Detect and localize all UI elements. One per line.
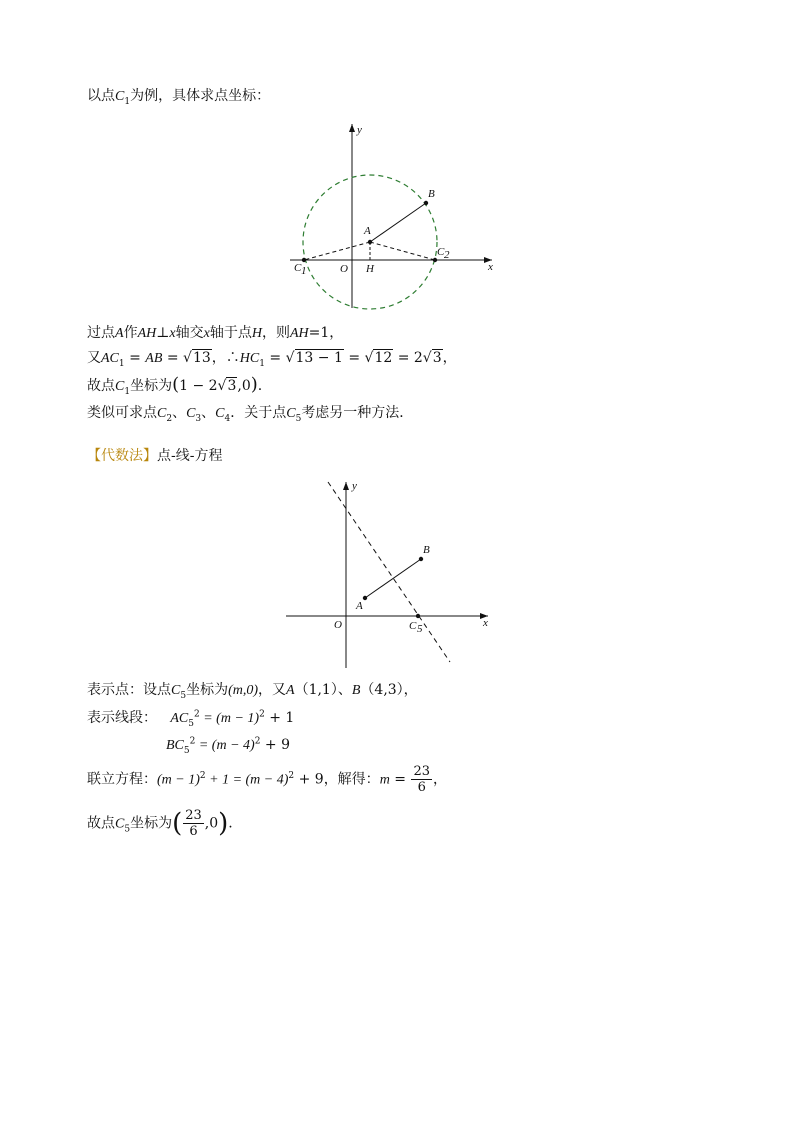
alg-l1-c: ，又 xyxy=(258,682,287,698)
geom-l4-s4: 4 xyxy=(224,413,231,424)
alg-line-3 xyxy=(166,735,290,756)
fig2-label-y: y xyxy=(352,480,357,492)
alg-l1-Bcoord: （4,3）， xyxy=(360,682,418,698)
geom-l2-eq5: = 2√ xyxy=(393,350,432,366)
section-title: 点-线-方程 xyxy=(157,448,223,464)
fig1-segment-ab xyxy=(370,203,426,242)
alg-l4-lhs: (m − 1) xyxy=(157,772,200,788)
alg-l4-sq2: 2 xyxy=(288,770,295,781)
alg-l5-b: 坐标为 xyxy=(130,815,173,832)
alg-l5-lparen: ( xyxy=(172,808,183,839)
geom-l4-sep2: 、 xyxy=(201,405,216,421)
geom-l1-perp: ⊥ xyxy=(156,325,170,341)
alg-l4-den: 6 xyxy=(417,780,426,795)
geom-l1-x: x xyxy=(169,326,176,341)
geom-l3-val1: 1 − 2√ xyxy=(179,378,227,394)
geom-l4-C3: C xyxy=(186,406,196,421)
fig1-point-c1 xyxy=(302,258,306,262)
alg-l5-s: 5 xyxy=(124,824,131,835)
fig2-label-x: x xyxy=(483,617,488,629)
geom-l3-C: C xyxy=(115,379,125,394)
geom-l1-a: 过点 xyxy=(87,325,115,341)
alg-l4-mid: + 1 = (m − 4) xyxy=(205,772,289,788)
alg-l3-rest: + 9 xyxy=(260,737,290,753)
alg-l2-s: 5 xyxy=(188,718,194,729)
geom-l2-therefore: ，∴ xyxy=(211,350,240,366)
fig1-y-arrow xyxy=(349,124,355,132)
geom-l1-x2: x xyxy=(203,326,210,341)
alg-l5-den: 6 xyxy=(189,824,198,839)
fig1-label-h: H xyxy=(366,263,374,275)
fig1-label-o: O xyxy=(340,263,348,275)
geom-l1-AH: AH xyxy=(137,326,157,341)
geom-l2-AC1: AC xyxy=(101,351,119,366)
geom-l1-f: =1， xyxy=(308,325,344,341)
geom-l4-c: 考虑另一种方法． xyxy=(301,405,414,421)
alg-l5-rparen: ) xyxy=(218,808,229,839)
geom-l2-s1: 1 xyxy=(118,358,125,369)
geom-l1-c: 轴交 xyxy=(175,325,204,341)
geom-l3-a: 故点 xyxy=(87,378,115,394)
alg-l4-eq: = xyxy=(389,771,411,788)
alg-l2-AC: AC xyxy=(170,711,189,726)
alg-l4-sq1: 2 xyxy=(199,770,206,781)
fig2-label-c5-sub: 5 xyxy=(417,623,423,635)
geom-l4-sep1: 、 xyxy=(172,405,187,421)
alg-l1-s: 5 xyxy=(180,690,187,701)
alg-l3-eq: = (m − 4) xyxy=(195,738,255,753)
fig2-label-o: O xyxy=(334,619,342,631)
fig1-segment-ac2 xyxy=(370,242,435,260)
alg-l2-sup: 2 xyxy=(193,709,200,720)
geom-l2-r1: 13 xyxy=(192,350,211,366)
geom-l2-r4: 3 xyxy=(432,350,442,366)
fig2-segment-ab xyxy=(365,559,421,598)
fig1-label-c2-sub: 2 xyxy=(444,249,450,261)
geom-l3-val2: ,0 xyxy=(237,378,251,394)
alg-line-1 xyxy=(87,680,418,701)
geom-l2-eq2: = √ xyxy=(162,350,192,366)
geom-l2-eq3: = √ xyxy=(264,350,295,366)
alg-l1-Acoord: （1,1）、 xyxy=(294,682,352,698)
alg-l5-val: ,0 xyxy=(204,815,219,832)
alg-l1-a: 表示点：设点 xyxy=(87,682,171,698)
geom-l2-HC1: HC xyxy=(239,351,260,366)
alg-l2-sq: 2 xyxy=(259,709,265,720)
fig1-label-b: B xyxy=(428,188,435,200)
fig1-label-c2: C xyxy=(437,246,445,258)
fig1-label-c1-sub: 1 xyxy=(301,265,307,277)
intro-line xyxy=(87,86,270,107)
geom-l1-e: ，则 xyxy=(261,325,290,341)
geom-l3-b: 坐标为 xyxy=(130,378,173,394)
fig1-label-a: A xyxy=(364,225,371,237)
alg-l2-rest: + 1 xyxy=(264,710,295,726)
fig2-point-a xyxy=(363,596,367,600)
geom-l2-s2: 1 xyxy=(259,358,265,369)
geom-l2-AB: AB xyxy=(145,351,163,366)
figure-algebraic-method xyxy=(280,476,500,672)
alg-l4-end: ， xyxy=(433,771,447,788)
geom-l4-s5: 5 xyxy=(295,413,302,424)
fig2-label-c5: C xyxy=(409,620,417,632)
intro-point: C xyxy=(115,89,125,104)
alg-l3-sq: 2 xyxy=(254,736,261,747)
section-tag: 【代数法】 xyxy=(87,448,157,464)
geom-l3-r: 3 xyxy=(227,378,237,394)
fig2-y-arrow xyxy=(343,482,349,490)
section-heading xyxy=(87,446,222,466)
alg-l5-end: . xyxy=(228,815,233,832)
geom-l1-A: A xyxy=(115,326,124,341)
fig1-label-y: y xyxy=(357,124,362,136)
geom-l2-a: 又 xyxy=(87,350,101,366)
alg-l3-sup: 2 xyxy=(189,736,196,747)
alg-l5-num: 23 xyxy=(185,808,202,823)
alg-l4-b: ，解得： xyxy=(323,771,380,788)
geom-l1-AH2: AH xyxy=(289,326,309,341)
geom-l4-s3: 3 xyxy=(195,413,202,424)
geom-line-3 xyxy=(87,375,262,397)
geom-l3-s: 1 xyxy=(124,386,131,397)
alg-l1-C: C xyxy=(171,683,181,698)
intro-point-sub: 1 xyxy=(124,96,131,107)
geom-l1-d: 轴于点 xyxy=(209,325,252,341)
geom-line-4 xyxy=(87,403,413,424)
fig1-point-b xyxy=(424,201,428,205)
fig1-label-c1: C xyxy=(294,262,302,274)
geom-l3-lparen: ( xyxy=(172,374,180,395)
geom-line-2 xyxy=(87,348,457,369)
alg-l2-a: 表示线段： xyxy=(87,710,157,726)
alg-l3-BC: BC xyxy=(166,738,184,753)
fig2-label-a: A xyxy=(356,600,363,612)
fig1-point-a xyxy=(368,240,372,244)
alg-l4-fraction xyxy=(411,764,432,795)
geom-line-1 xyxy=(87,323,343,344)
alg-l4-num: 23 xyxy=(413,764,430,779)
geom-l1-b: 作 xyxy=(123,325,138,341)
geom-l3-rparen: ) xyxy=(250,374,258,395)
alg-line-4 xyxy=(87,764,447,795)
alg-l4-m: m xyxy=(379,772,390,788)
fig2-point-b xyxy=(419,557,423,561)
alg-l5-a: 故点 xyxy=(87,815,115,832)
geom-l1-H: H xyxy=(251,326,262,341)
figure-geometric-method xyxy=(280,118,510,316)
alg-l3-s: 5 xyxy=(183,745,190,756)
geom-l2-r3: 12 xyxy=(374,350,393,366)
geom-l2-end: ， xyxy=(442,350,457,366)
fig2-point-c5 xyxy=(416,614,420,618)
geom-l4-C2: C xyxy=(157,406,167,421)
geom-l4-C5: C xyxy=(286,406,296,421)
geom-l2-eq1: = xyxy=(124,350,146,366)
geom-l4-C4: C xyxy=(215,406,225,421)
alg-l4-rhs: + 9 xyxy=(294,771,324,788)
geom-l4-a: 类似可求点 xyxy=(87,405,157,421)
alg-l5-C: C xyxy=(115,816,125,832)
geom-l2-eq4: = √ xyxy=(343,350,374,366)
alg-l5-fraction xyxy=(183,808,204,839)
fig2-label-b: B xyxy=(423,544,430,556)
alg-line-5 xyxy=(87,808,233,839)
geom-l4-s2: 2 xyxy=(166,413,173,424)
alg-l1-A: A xyxy=(286,683,295,698)
fig1-point-c2 xyxy=(433,258,437,262)
intro-suffix: 为例，具体求点坐标： xyxy=(130,88,271,104)
alg-l1-b: 坐标为 xyxy=(186,682,229,698)
fig1-segment-ac1 xyxy=(304,242,370,260)
alg-l4-a: 联立方程： xyxy=(87,771,157,788)
geom-l4-b: ．关于点 xyxy=(230,405,287,421)
alg-l1-B: B xyxy=(351,683,361,698)
alg-line-2 xyxy=(87,708,294,729)
alg-l2-eq: = (m − 1) xyxy=(199,711,260,726)
geom-l3-end: . xyxy=(257,378,263,394)
geom-l2-r2: 13 − 1 xyxy=(295,350,343,366)
intro-prefix: 以点 xyxy=(87,88,115,104)
alg-l1-m: (m,0) xyxy=(228,683,259,698)
fig1-label-x: x xyxy=(488,261,493,273)
